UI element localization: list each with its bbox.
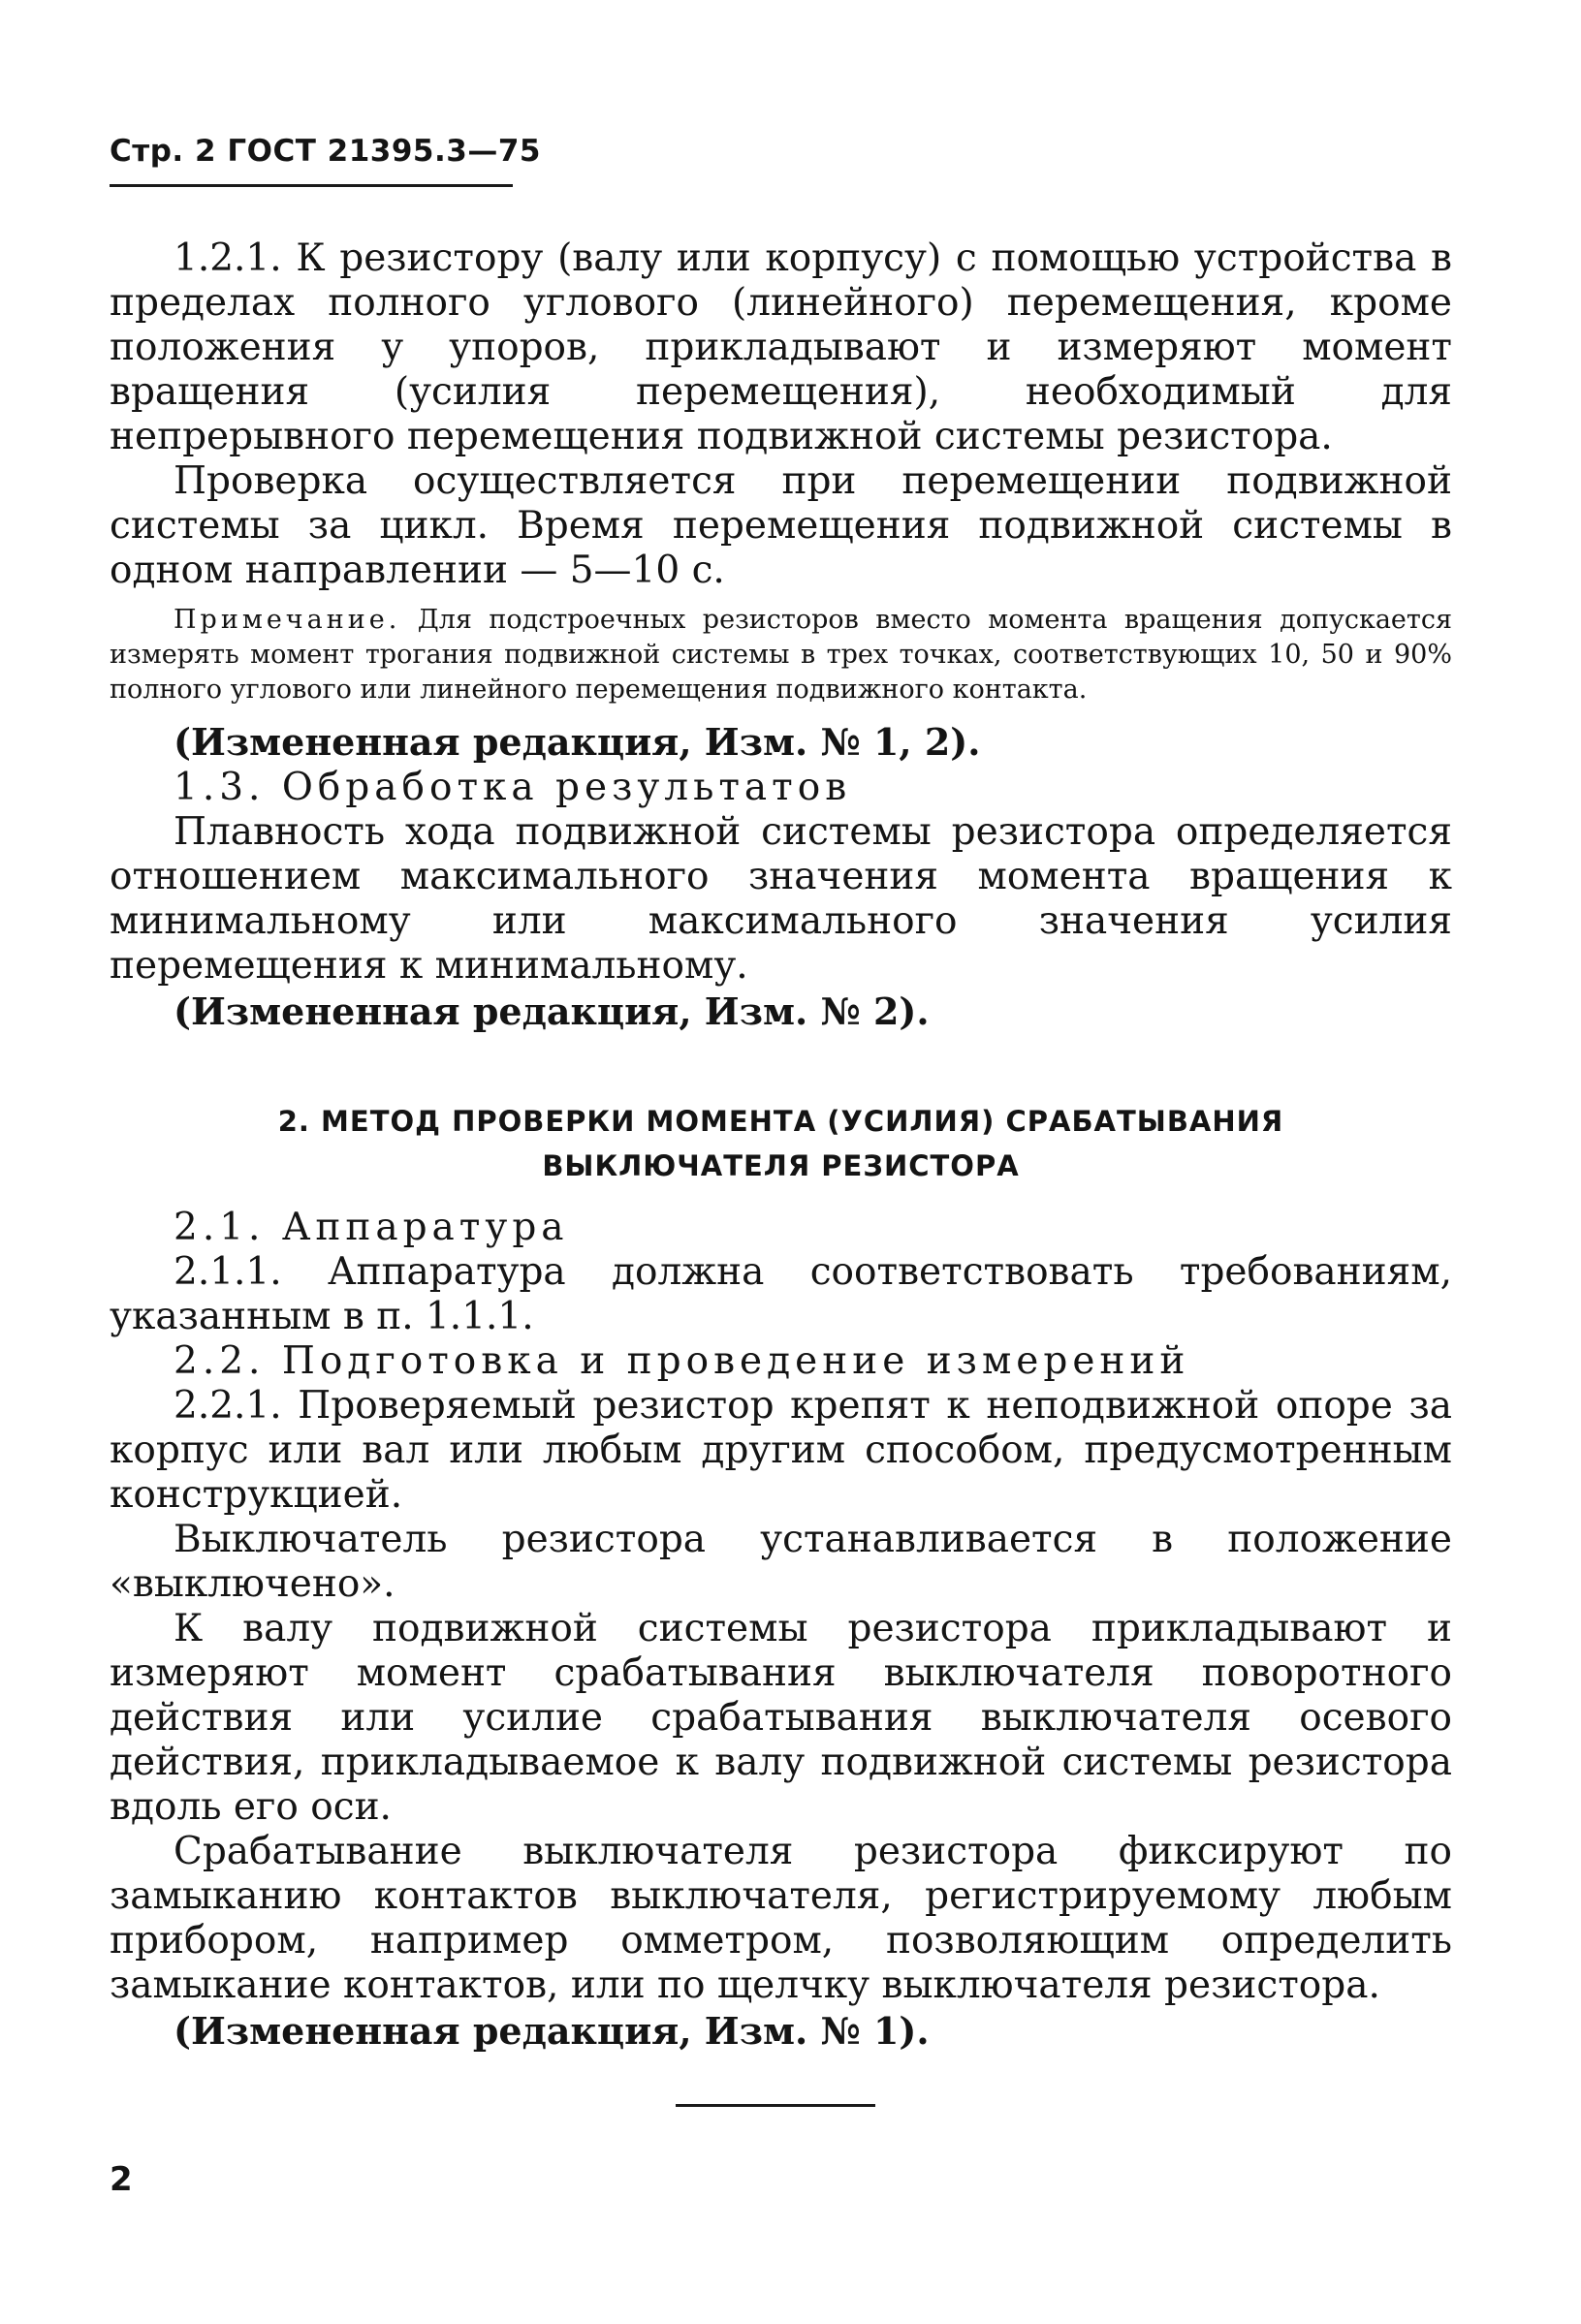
header-rule bbox=[110, 184, 513, 187]
section-title-line-2: ВЫКЛЮЧАТЕЛЯ РЕЗИСТОРА bbox=[542, 1149, 1020, 1182]
note bbox=[110, 603, 1452, 707]
paragraph-switch-position: Выключатель резистора устанавливается в положение «выключено». bbox=[110, 1518, 1452, 1606]
clause-2-1-1: 2.1.1. Аппаратура должна соответствовать требованиям, указанным в п. 1.1.1. bbox=[110, 1250, 1452, 1338]
amendment-note-2: (Измененная редакция, Изм. № 2). bbox=[174, 989, 930, 1033]
paragraph-check: Проверка осуществляется при перемещении подвижной системы за цикл. Время перемещения подвижной системы в одном направлении — 5—10 с. bbox=[110, 459, 1452, 592]
document-body bbox=[110, 236, 1452, 2055]
clause-1-3-heading: 1.3. Обработка результатов bbox=[174, 766, 852, 809]
amendment-note-1: (Измененная редакция, Изм. № 1, 2). bbox=[174, 720, 981, 764]
end-rule bbox=[676, 2104, 875, 2107]
clause-2-2-heading: 2.2. Подготовка и проведение измерений bbox=[174, 1339, 1190, 1383]
page-label: Стр. 2 bbox=[110, 134, 217, 169]
clause-2-1-heading: 2.1. Аппаратура bbox=[174, 1206, 569, 1249]
standard-designation: ГОСТ 21395.3—75 bbox=[227, 134, 541, 169]
running-header bbox=[110, 134, 541, 169]
section-title-line-1: 2. МЕТОД ПРОВЕРКИ МОМЕНТА (УСИЛИЯ) СРАБАТЫВАНИЯ bbox=[277, 1105, 1284, 1138]
amendment-note-3: (Измененная редакция, Изм. № 1). bbox=[174, 2009, 930, 2053]
clause-2-2-1: 2.2.1. Проверяемый резистор крепят к неподвижной опоре за корпус или вал или любым другим способом, предусмотренным конструкцией. bbox=[110, 1384, 1452, 1517]
clause-1-2-1: 1.2.1. К резистору (валу или корпусу) с помощью устройства в пределах полного углового (линейного) перемещения, кроме положения у упоров, прикладывают и измеряют момент вращения (усилия перемещения), необходимый для непрерывного перемещения подвижной системы резистора. bbox=[110, 236, 1452, 458]
note-lead: Примечание. bbox=[174, 605, 401, 635]
paragraph-fixation: Срабатывание выключателя резистора фиксируют по замыканию контактов выключателя, регистрируемому любым прибором, например омметром, позволяющим определить замыкание контактов, или по щелчку выключателя резистора. bbox=[110, 1830, 1452, 2007]
paragraph-smoothness: Плавность хода подвижной системы резистора определяется отношением максимального значения момента вращения к минимальному или максимального значения усилия перемещения к минимальному. bbox=[110, 810, 1452, 988]
note-text: Для подстроечных резисторов вместо момента вращения допускается измерять момент трогания подвижной системы в трех точках, соответствующих 10, 50 и 90% полного углового или линейного перемещения подвижного контакта. bbox=[110, 605, 1452, 705]
page-number: 2 bbox=[110, 2160, 133, 2199]
paragraph-shaft: К валу подвижной системы резистора прикладывают и измеряют момент срабатывания выключателя поворотного действия или усилие срабатывания выключателя осевого действия, прикладываемое к валу подвижной системы резистора вдоль его оси. bbox=[110, 1607, 1452, 1829]
section-2-title bbox=[110, 1099, 1452, 1188]
